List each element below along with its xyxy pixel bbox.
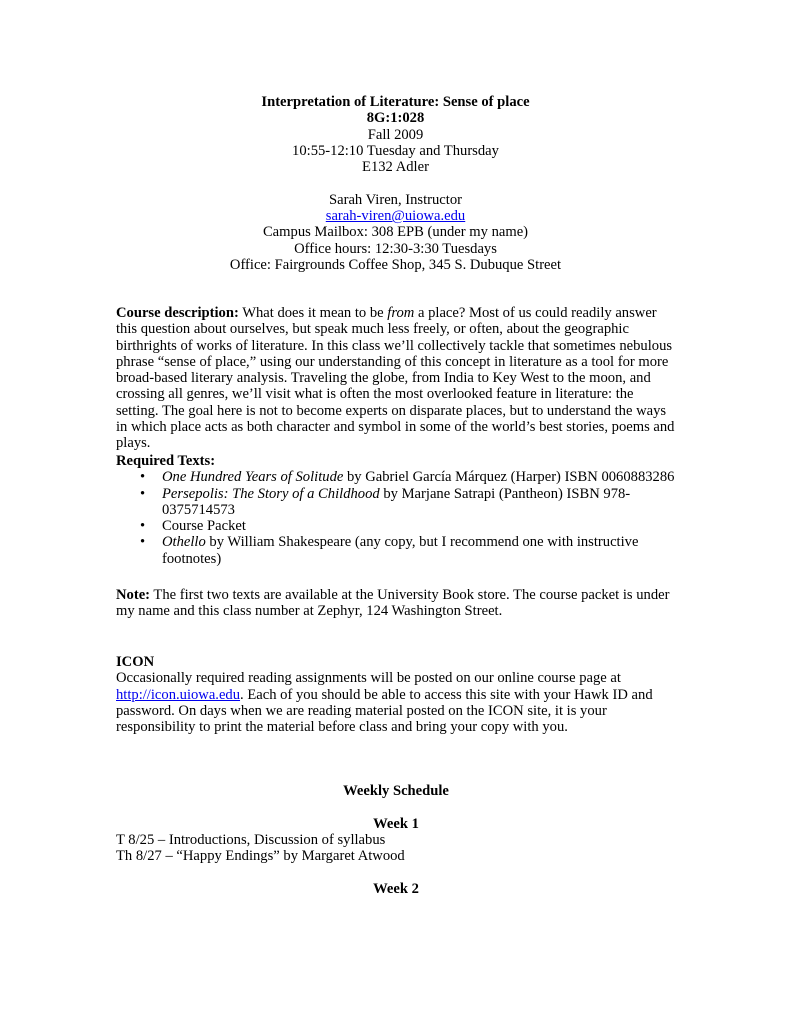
- icon-text-a: Occasionally required reading assignments will be posted on our online course page at: [116, 670, 621, 687]
- office-hours: Office hours: 12:30-3:30 Tuesdays: [294, 240, 497, 257]
- course-room: E132 Adler: [362, 159, 429, 176]
- bullet-icon: •: [140, 534, 146, 551]
- schedule-entry: Th 8/27 – “Happy Endings” by Margaret Atwood: [116, 848, 405, 865]
- bullet-icon: •: [140, 485, 146, 502]
- book-title: Persepolis: The Story of a Childhood: [162, 485, 380, 502]
- course-description-label: Course description:: [116, 305, 239, 321]
- book-title: Othello: [162, 534, 206, 551]
- schedule-spacer: [116, 864, 676, 880]
- icon-text-b: . Each of you should be able to access this site with your Hawk ID and password. On days when we are reading material posted on the ICON site, it is your responsibility to print the material before class and bring your copy with you.: [116, 686, 653, 736]
- course-description-paragraph: [116, 305, 676, 452]
- note-text: The first two texts are available at the University Book store. The course packet is under my name and this class number at Zephyr, 124 Washington Street.: [116, 587, 670, 620]
- course-description-emphasis: from: [387, 305, 415, 321]
- course-header: [0, 94, 791, 273]
- book-details: by William Shakespeare (any copy, but I recommend one with instructive footnotes): [162, 534, 639, 567]
- weekly-schedule-section: [116, 783, 676, 897]
- bullet-icon: •: [140, 469, 146, 486]
- note-label: Note:: [116, 587, 151, 603]
- icon-site-link[interactable]: http://icon.uiowa.edu: [116, 686, 241, 703]
- bullet-icon: •: [140, 518, 146, 535]
- week-2-heading: Week 2: [373, 880, 419, 897]
- weekly-schedule-heading: Weekly Schedule: [343, 783, 449, 799]
- header-spacer: [0, 175, 791, 191]
- note-section: [116, 587, 676, 620]
- course-description-section: [116, 305, 676, 452]
- list-item: [116, 534, 676, 567]
- icon-paragraph: [116, 670, 676, 735]
- list-item: [116, 486, 676, 519]
- required-texts-list: [116, 469, 676, 567]
- schedule-spacer: [116, 799, 676, 815]
- course-term: Fall 2009: [367, 126, 424, 143]
- book-title: One Hundred Years of Solitude: [162, 469, 344, 486]
- course-description-text-a: What does it mean to be: [238, 305, 388, 321]
- required-texts-section: [116, 453, 676, 567]
- office-location: Office: Fairgrounds Coffee Shop, 345 S. Dubuque Street: [229, 256, 562, 273]
- icon-section: [116, 654, 676, 735]
- campus-mailbox: Campus Mailbox: 308 EPB (under my name): [262, 224, 529, 241]
- course-number: 8G:1:028: [366, 110, 425, 127]
- icon-heading: ICON: [116, 654, 155, 670]
- schedule-entry: T 8/25 – Introductions, Discussion of syllabus: [116, 831, 386, 848]
- list-item: [116, 469, 676, 485]
- instructor-email-link[interactable]: sarah-viren@uiowa.edu: [325, 208, 466, 225]
- instructor-name: Sarah Viren, Instructor: [329, 191, 462, 208]
- book-details: Course Packet: [162, 518, 246, 535]
- course-title: Interpretation of Literature: Sense of place: [261, 94, 530, 110]
- book-details: by Gabriel García Márquez (Harper) ISBN 0060883286: [343, 469, 675, 486]
- required-texts-heading: Required Texts:: [116, 453, 216, 469]
- course-description-text-b: a place? Most of us could readily answer this question about ourselves, but speak much less freely, or often, about the geographic birthrights of works of literature. In this class we’ll collectively tackle that sometimes nebulous phrase “sense of place,” using our understanding of this concept in literature as a tool for more broad-based literary analysis. Traveling the globe, from India to Key West to the moon, and crossing all genres, we’ll visit what is often the most overlooked feature in literature: the setting. The goal here is not to become experts on disparate places, but to understand the ways in which place acts as both character and symbol in some of the world’s best stories, poems and plays.: [116, 305, 675, 452]
- week-1-heading: Week 1: [373, 815, 419, 832]
- book-details: by Marjane Satrapi (Pantheon) ISBN 978-0375714573: [162, 485, 631, 518]
- list-item: [116, 518, 676, 534]
- course-time: 10:55-12:10 Tuesday and Thursday: [292, 142, 499, 159]
- note-paragraph: [116, 587, 676, 620]
